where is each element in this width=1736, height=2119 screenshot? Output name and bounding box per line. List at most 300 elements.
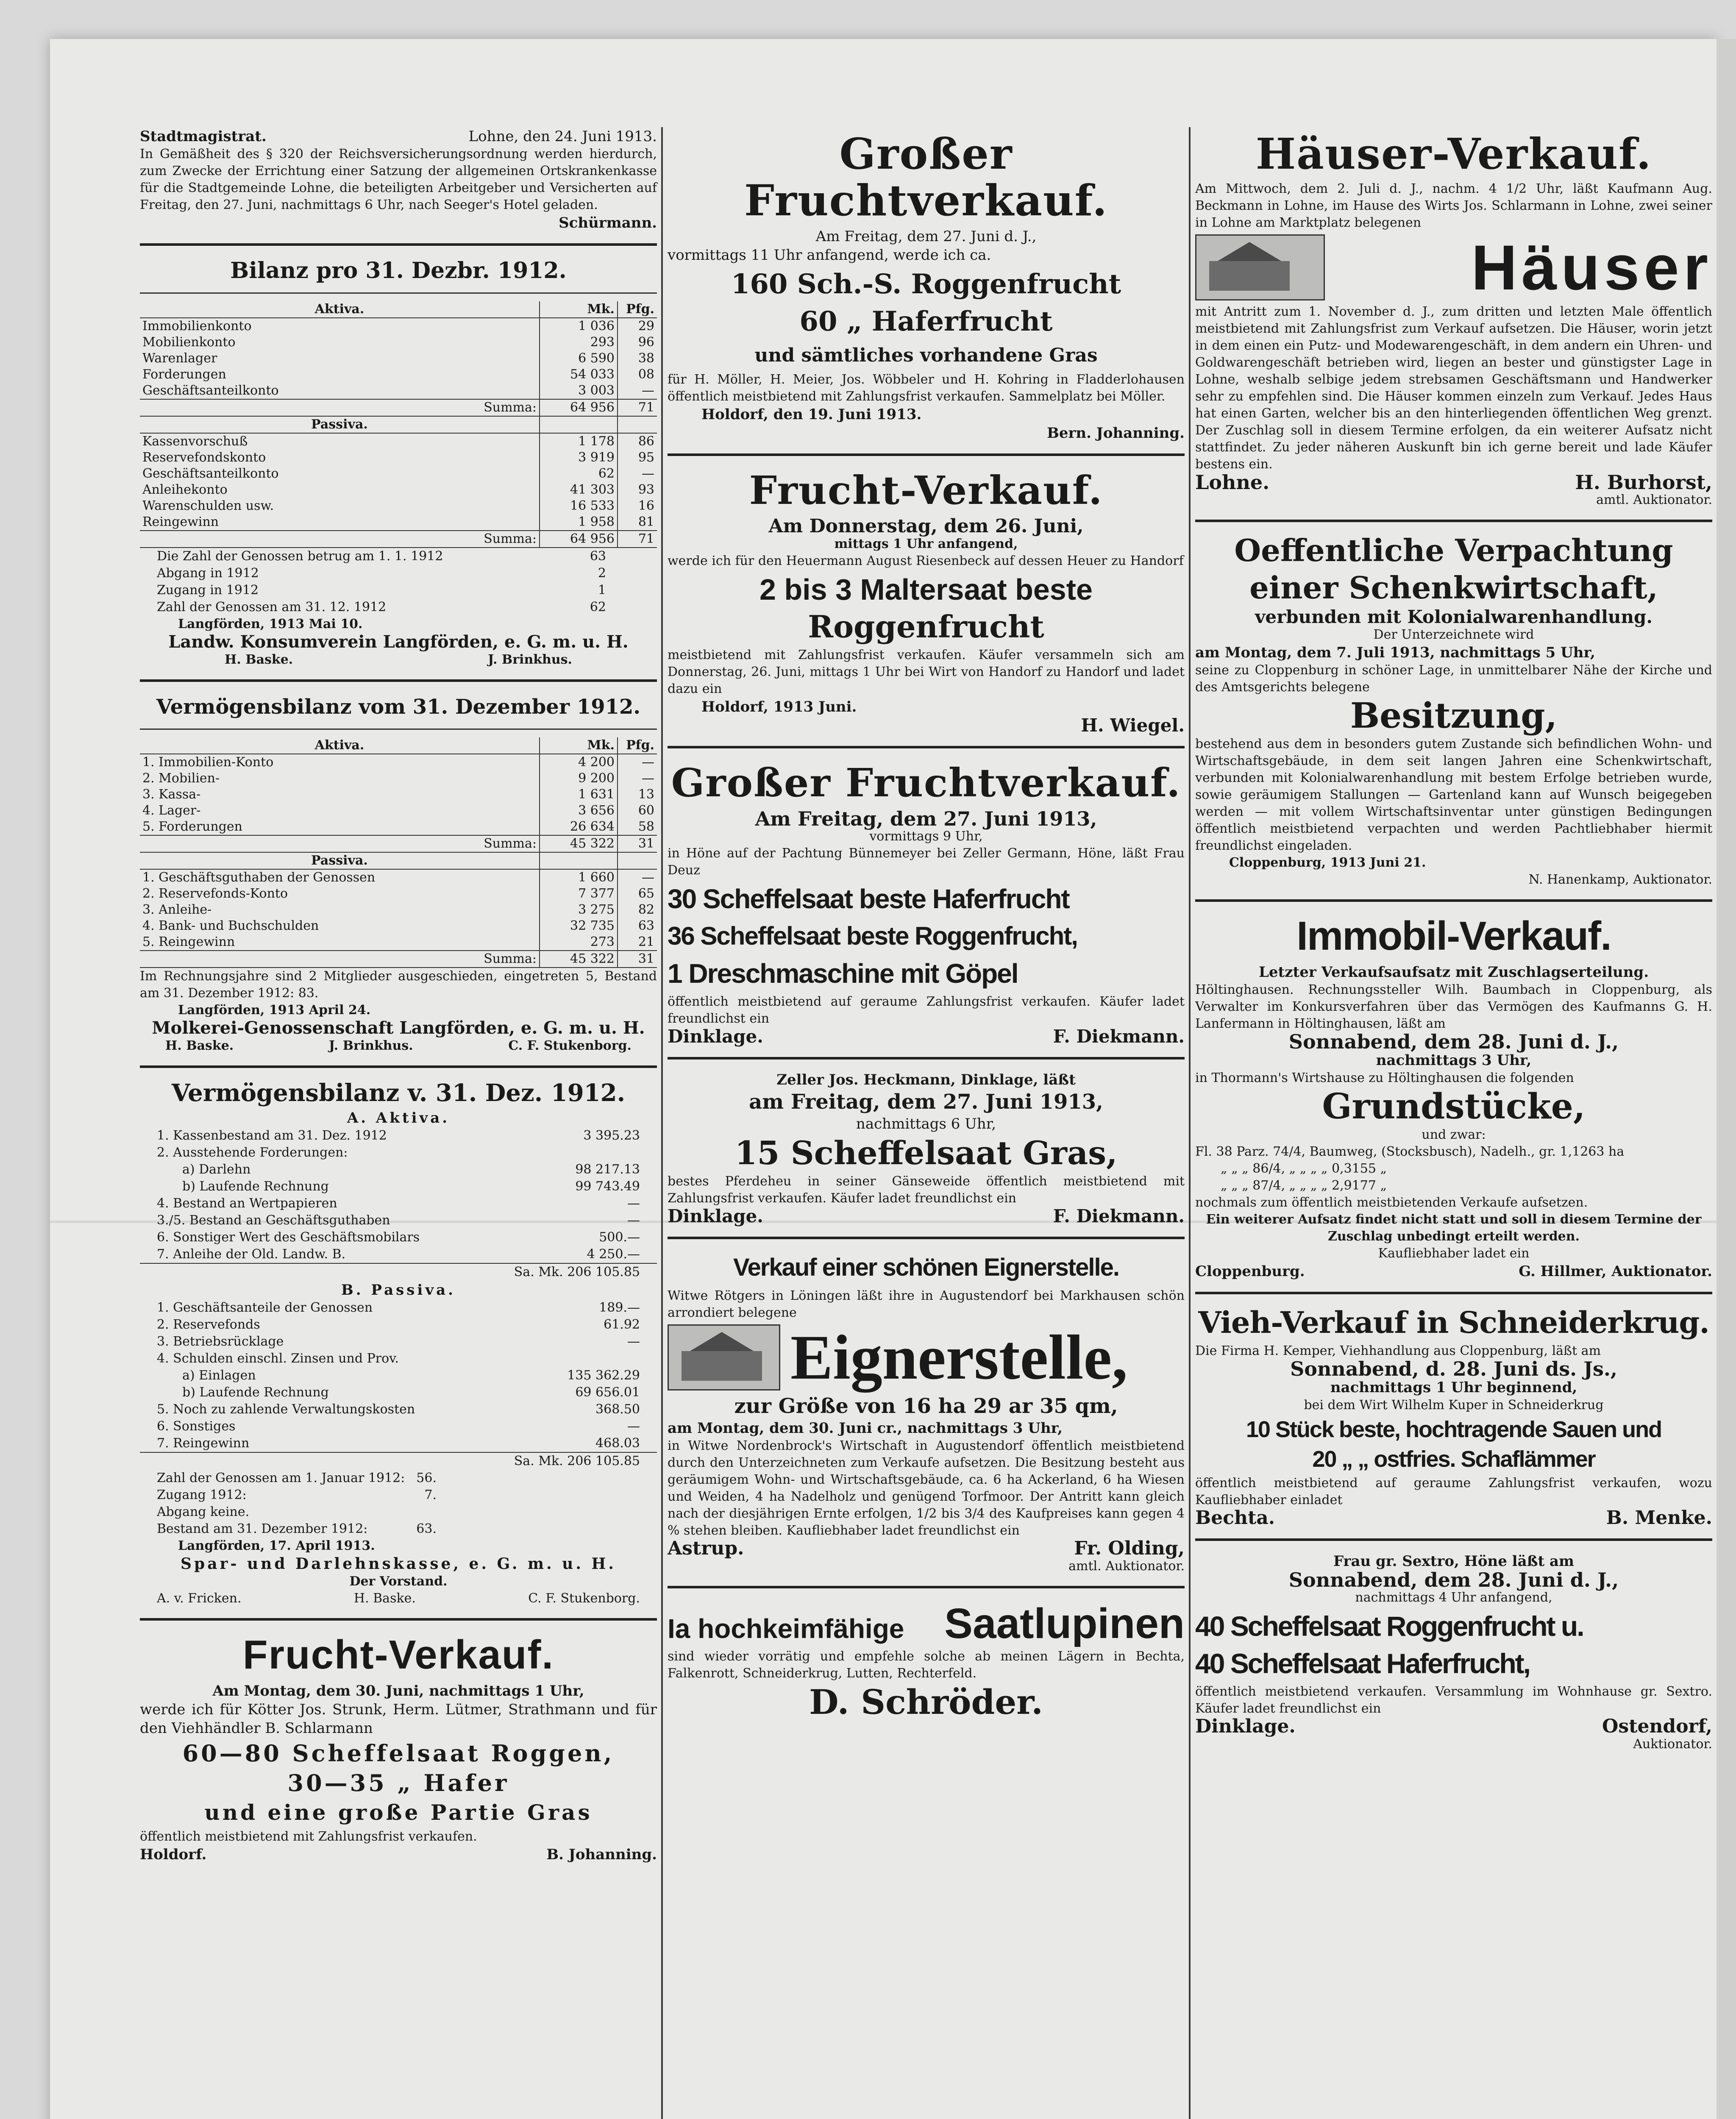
item-row	[140, 1178, 657, 1195]
item-label: 4. Schulden einschl. Zinsen und Prov.	[157, 1351, 399, 1366]
table-row	[140, 318, 657, 334]
row-label: 1. Immobilien-Konto	[142, 755, 274, 770]
divider	[140, 292, 657, 294]
item-value: —	[627, 1213, 640, 1228]
ad5-title: Verkauf einer schönen Eignerstelle.	[733, 1254, 1119, 1281]
c3ad3-title: Immobil-Verkauf.	[1296, 913, 1611, 959]
notice-body: In Gemäßheit des § 320 der Reichsversicherungsordnung werden hierdurch, zum Zwecke der Errichtung einer Satzung der allgemeinen Ortskrankenkasse für die Stadtgemeinde Lohne, die beteiligten Arbeitgeber und Versicherten auf Freitag, den 27. Juni, nachmittags 6 Uhr, nach Seeger's Hotel geladen.	[140, 147, 657, 212]
ad2-item2: Roggenfrucht	[808, 609, 1044, 645]
item-row	[140, 1350, 657, 1367]
table-row	[140, 902, 657, 918]
item-row	[140, 1316, 657, 1333]
c3ad2-intro: Der Unterzeichnete wird	[1373, 627, 1534, 642]
member-label: Zugang 1912:	[157, 1488, 247, 1502]
table-header	[140, 301, 657, 318]
table-header	[140, 852, 657, 869]
signer: J. Brinkhus.	[488, 652, 572, 667]
c3ad2-place: Cloppenburg, 1913 Juni 21.	[1229, 855, 1426, 870]
c3ad3-bold: Ein weiterer Aufsatz findet nicht statt und soll in diesem Termine der Zuschlag unbedingt erteilt werden.	[1206, 1212, 1702, 1244]
summa-pf: 71	[618, 531, 657, 548]
member-label: Zahl der Genossen am 1. Januar 1912:	[157, 1471, 405, 1485]
bilanz3-sec-b: B. Passiva.	[341, 1282, 456, 1299]
summa-label: Summa:	[140, 399, 540, 416]
ad4-date: am Freitag, dem 27. Juni 1913,	[749, 1090, 1103, 1114]
item-value: 189.—	[599, 1300, 640, 1315]
c3ad4-tail: öffentlich meistbietend auf geraume Zahlungsfrist verkaufen, wozu Kaufliebhaber einladet	[1195, 1476, 1712, 1507]
item-label: a) Einlagen	[182, 1368, 256, 1383]
ad-grosser-fruchtverkauf-2	[668, 759, 1185, 1046]
c3ad2-place-line: seine zu Cloppenburg in schöner Lage, in unmittelbarer Nähe der Kirche und des Amtsgerichts belegene	[1195, 663, 1712, 695]
member-label: Abgang in 1912	[157, 566, 259, 581]
c3ad3-parcel: „ „ „ 87/4, „ „ „ „ 2,9177 „	[1221, 1178, 1387, 1193]
bilanz1-org: Landw. Konsumverein Langförden, e. G. m. u. H.	[168, 632, 629, 652]
item-label: 6. Sonstiger Wert des Geschäftsmobilars	[157, 1230, 420, 1245]
row-pf: 13	[618, 787, 657, 803]
row-label: 2. Reservefonds-Konto	[142, 886, 288, 901]
ad5-place: Astrup.	[668, 1538, 744, 1559]
row-label: Anleihekonto	[142, 482, 228, 497]
row-pf: 81	[618, 514, 657, 531]
member-value: 62	[590, 600, 606, 615]
table-row	[140, 869, 657, 886]
divider	[668, 1057, 1185, 1060]
summa-row	[140, 835, 657, 852]
table-header	[140, 737, 657, 754]
row-mk: 4 200	[540, 754, 618, 770]
member-row	[140, 1504, 657, 1521]
summa-mk: 45 322	[540, 835, 618, 852]
c3ad4-title: Vieh-Verkauf in Schneiderkrug.	[1198, 1305, 1709, 1340]
table-row	[140, 350, 657, 367]
ad3-item1: 30 Scheffelsaat beste Haferfrucht	[668, 884, 1069, 914]
c3ad1-footer	[1195, 473, 1712, 492]
row-mk: 7 377	[540, 886, 618, 902]
row-mk: 273	[540, 934, 618, 951]
ad4-footer	[668, 1207, 1185, 1226]
c3ad2-body: bestehend aus dem in besonders gutem Zustande sich befindlichen Wohn- und Wirtschaftsgebäude, in dem seit langen Jahren eine Schenkwirtschaft, verbunden mit Kolonialwarenhandlung mit bestem Erfolge betrieben wurde, sowie geräumigem Stallungen — Gartenland kann auf Wunsch beigegeben werden — mit vollem Wirtschaftsinventar unter günstigen Bedingungen öffentlich meistbietend verpachten und werden Pachtliebhaber hiermit freundlichst eingeladen.	[1195, 737, 1712, 853]
ad-grosser-fruchtverkauf-1	[668, 131, 1185, 442]
item-label: 2. Ausstehende Forderungen:	[157, 1145, 348, 1160]
member-label: Bestand am 31. Dezember 1912:	[157, 1521, 368, 1536]
table-row	[140, 754, 657, 770]
member-label: Abgang keine.	[157, 1504, 250, 1519]
row-pf: —	[618, 466, 657, 482]
item-label: 1. Geschäftsanteile der Genossen	[157, 1300, 373, 1315]
member-row	[140, 1470, 657, 1487]
notice-head-right: Lohne, den 24. Juni 1913.	[468, 128, 657, 145]
column-2	[668, 127, 1185, 1722]
item-value: 99 743.49	[575, 1179, 640, 1194]
table-row	[140, 433, 657, 450]
ad4-item1: 15 Scheffelsaat Gras,	[734, 1134, 1118, 1172]
item-row	[140, 1195, 657, 1212]
item-label: 6. Sonstiges	[157, 1419, 236, 1434]
ad2-body: werde ich für den Heuermann August Riesenbeck auf dessen Heuer zu Handorf	[668, 553, 1184, 568]
member-row	[140, 565, 657, 582]
item-row	[140, 1144, 657, 1161]
c3ad3-parcel: Fl. 38 Parz. 74/4, Baumweg, (Stocksbusch), Nadelh., gr. 1,1263 ha	[1195, 1144, 1625, 1159]
frucht-item1: 60—80 Scheffelsaat Roggen,	[182, 1740, 615, 1767]
c3ad3-big: Grundstücke,	[1322, 1086, 1586, 1127]
row-label: 3. Anleihe-	[142, 902, 212, 917]
row-mk: 6 590	[540, 350, 618, 367]
c3ad3-time: nachmittags 3 Uhr,	[1376, 1052, 1532, 1069]
row-label: Geschäftsanteilkonto	[142, 466, 279, 481]
ad4-place: Dinklage.	[668, 1206, 763, 1226]
item-value: 468.03	[595, 1436, 640, 1451]
frucht-footer	[140, 1845, 657, 1864]
frucht-line1: Am Montag, dem 30. Juni, nachmittags 1 Uhr,	[212, 1682, 584, 1699]
bilanz2-table	[140, 737, 657, 968]
c3ad4-time: nachmittags 1 Uhr beginnend,	[1330, 1379, 1577, 1396]
c3ad4-place: Bechta.	[1195, 1507, 1275, 1529]
row-pf: 96	[618, 334, 657, 350]
item-row	[140, 1127, 657, 1144]
ad3-date: Am Freitag, dem 27. Juni 1913,	[755, 807, 1097, 830]
item-value: 98 217.13	[575, 1162, 640, 1177]
c3ad3-sub: Letzter Verkaufsaufsatz mit Zuschlagserteilung.	[1258, 964, 1649, 981]
item-row	[140, 1229, 657, 1246]
item-value: 500.—	[599, 1230, 640, 1245]
ad1-place: Holdorf, den 19. Juni 1913.	[701, 406, 922, 423]
item-label: 1. Kassenbestand am 31. Dez. 1912	[157, 1128, 387, 1143]
blank-cell	[618, 852, 657, 869]
row-pf: 86	[618, 433, 657, 450]
row-mk: 9 200	[540, 770, 618, 787]
bilanz2-note: Im Rechnungsjahre sind 2 Mitglieder ausgeschieden, eingetreten 5, Bestand am 31. Dezember 1912: 83.	[140, 969, 657, 1001]
c3ad5-intro: Frau gr. Sextro, Höne läßt am	[1333, 1553, 1575, 1570]
ad5-role: amtl. Auktionator.	[1068, 1559, 1185, 1574]
blank-cell	[618, 416, 657, 433]
blank-cell	[540, 852, 618, 869]
table-row	[140, 787, 657, 803]
member-value: 2	[598, 566, 606, 581]
row-pf: 08	[618, 367, 657, 383]
ad1-item1: 160 Sch.-S. Roggenfrucht	[731, 268, 1121, 300]
ad3-place: Dinklage.	[668, 1026, 763, 1047]
row-pf: —	[618, 754, 657, 770]
house-illustration	[1195, 234, 1325, 300]
bilanz1-place: Langförden, 1913 Mai 10.	[178, 617, 363, 631]
item-row	[140, 1246, 657, 1263]
table-row	[140, 450, 657, 466]
bilanz1-title: Bilanz pro 31. Dezbr. 1912.	[230, 258, 567, 284]
row-pf: 82	[618, 902, 657, 918]
ad-frucht-verkauf-handorf	[668, 467, 1185, 735]
summa-mk: 64 956	[540, 399, 618, 416]
c3ad3-date: Sonnabend, dem 28. Juni d. J.,	[1288, 1030, 1619, 1053]
row-pf: —	[618, 869, 657, 886]
summa-mk: 45 322	[540, 951, 618, 968]
row-label: Warenlager	[142, 351, 217, 366]
item-row	[140, 1384, 657, 1401]
item-value: 3 395.23	[583, 1128, 640, 1143]
ad5-big: Eignerstelle,	[790, 1322, 1128, 1393]
frucht-title: Frucht-Verkauf.	[242, 1632, 554, 1677]
ad-verpachtung	[1195, 533, 1712, 888]
signer: A. v. Fricken.	[157, 1591, 242, 1606]
table-header	[140, 416, 657, 433]
item-value: —	[627, 1419, 640, 1434]
c3ad3-parcel: „ „ „ 86/4, „ „ „ „ 0,3155 „	[1221, 1161, 1387, 1176]
ad1-body: für H. Möller, H. Meier, Jos. Wöbbeler und H. Kohring in Fladderlohausen öffentlich meistbietend mit Zahlungsfrist verkaufen. Sammelplatz bei Möller.	[668, 372, 1185, 404]
table-row	[140, 803, 657, 819]
ad1-sign: Bern. Johanning.	[1047, 425, 1185, 442]
c3ad3-body1: Höltinghausen. Rechnungssteller Wilh. Baumbach in Cloppenburg, als Verwalter im Konkursverfahren über das Vermögen des Kaufmanns G. H. Lanfermann in Höltinghausen, läßt am	[1195, 982, 1712, 1031]
c3ad5-item2: 40 Scheffelsaat Haferfrucht,	[1195, 1648, 1530, 1679]
frucht-sign: B. Johanning.	[546, 1846, 657, 1863]
ad-saatlupinen	[668, 1599, 1185, 1722]
ad1-time: vormittags 11 Uhr anfangend, werde ich ca.	[668, 247, 991, 264]
row-pf: —	[618, 383, 657, 399]
row-pf: 63	[618, 918, 657, 934]
signer: H. Baske.	[353, 1591, 416, 1606]
c3ad5-role: Auktionator.	[1633, 1737, 1712, 1752]
ad4-sign: F. Diekmann.	[1053, 1206, 1185, 1226]
summa-row	[140, 531, 657, 548]
c3ad1-sign: H. Burhorst,	[1575, 471, 1712, 494]
bilanz3-org: Spar- und Darlehnskasse, e. G. m. u. H.	[181, 1555, 616, 1573]
item-row	[140, 1161, 657, 1178]
summa-pf: 31	[618, 951, 657, 968]
c3ad3-place: Cloppenburg.	[1195, 1263, 1305, 1280]
ad3-body: in Höne auf der Pachtung Bünnemeyer bei Zeller Germann, Höne, läßt Frau Deuz	[668, 846, 1185, 878]
divider	[1195, 1538, 1712, 1541]
ad-heckmann-gras	[668, 1071, 1185, 1226]
table-row	[140, 498, 657, 514]
farmhouse-illustration	[668, 1324, 780, 1390]
summa-pf: 31	[618, 835, 657, 852]
row-pf: 29	[618, 318, 657, 334]
ad5-intro: Witwe Rötgers in Löningen läßt ihre in Augustendorf bei Markhausen schön arrondiert belegene	[668, 1288, 1185, 1320]
row-mk: 1 036	[540, 318, 618, 334]
ad2-date: Am Donnerstag, dem 26. Juni,	[768, 515, 1084, 537]
pf-heading: Pfg.	[618, 301, 657, 318]
bilanz2-place: Langförden, 1913 April 24.	[178, 1003, 371, 1018]
c3ad5-sign: Ostendorf,	[1602, 1716, 1712, 1737]
ad4-time: nachmittags 6 Uhr,	[856, 1115, 996, 1132]
table-row	[140, 466, 657, 482]
c3ad2-sub: verbunden mit Kolonialwarenhandlung.	[1255, 606, 1653, 627]
ad3-item3: 1 Dreschmaschine mit Göpel	[668, 958, 1018, 989]
divider	[668, 1237, 1185, 1239]
ad1-title: Großer Fruchtverkauf.	[744, 129, 1108, 225]
member-row	[140, 548, 657, 565]
row-pf: —	[618, 770, 657, 787]
member-row	[140, 1521, 657, 1538]
row-label: 5. Reingewinn	[142, 934, 235, 949]
c3ad3-body2: in Thormann's Wirtshause zu Höltinghausen die folgenden	[1195, 1071, 1574, 1085]
item-label: b) Laufende Rechnung	[182, 1179, 329, 1194]
frucht-body: werde ich für Kötter Jos. Strunk, Herm. Lütmer, Strathmann und für den Viehhändler B. Schlarmann	[140, 1701, 657, 1737]
row-mk: 1 631	[540, 787, 618, 803]
member-label: Zugang in 1912	[157, 583, 259, 598]
c3ad3-tail: Kaufliebhaber ladet ein	[1378, 1246, 1530, 1261]
item-value: 368.50	[595, 1402, 640, 1417]
member-value: 63	[590, 549, 606, 564]
passiva-heading: Passiva.	[140, 852, 540, 869]
row-label: 2. Mobilien-	[142, 771, 220, 786]
row-pf: 65	[618, 886, 657, 902]
frucht-place: Holdorf.	[140, 1846, 207, 1863]
row-pf: 16	[618, 498, 657, 514]
ad6-head-big: Saatlupinen	[944, 1600, 1185, 1647]
bilanz3-title: Vermögensbilanz v. 31. Dez. 1912.	[171, 1079, 626, 1107]
c3ad4-where: bei dem Wirt Wilhelm Kuper in Schneiderkrug	[1304, 1398, 1604, 1413]
table-row	[140, 514, 657, 531]
ad6-head-small: Ia hochkeimfähige	[668, 1613, 904, 1644]
column-divider-2	[1189, 127, 1191, 2119]
c3ad4-body1: Die Firma H. Kemper, Viehhandlung aus Cloppenburg, läßt am	[1195, 1343, 1601, 1358]
ad-frucht-verkauf-holdorf	[140, 1632, 657, 1864]
ad-sextro	[1195, 1552, 1712, 1753]
aktiva-heading: Aktiva.	[140, 301, 540, 318]
bilanz-sparkasse	[140, 1079, 657, 1607]
passiva-heading: Passiva.	[140, 416, 540, 433]
row-mk: 26 634	[540, 819, 618, 835]
mk-heading: Mk.	[540, 301, 618, 318]
divider	[140, 243, 657, 246]
row-label: Geschäftsanteilkonto	[142, 383, 279, 398]
ad3-footer	[668, 1027, 1185, 1046]
bilanz3-board: Der Vorstand.	[349, 1574, 448, 1589]
item-label: 5. Noch zu zahlende Verwaltungskosten	[157, 1402, 415, 1417]
table-row	[140, 482, 657, 498]
item-row	[140, 1418, 657, 1435]
summa-row	[140, 951, 657, 968]
ad3-items	[668, 879, 1185, 993]
c3ad1-intro: Am Mittwoch, dem 2. Juli d. J., nachm. 4 1/2 Uhr, läßt Kaufmann Aug. Beckmann in Lohne, im Hause des Wirts Jos. Schlarmann in Lohne, zwei seiner in Lohne am Marktplatz belegenen	[1195, 181, 1712, 230]
ad3-title: Großer Fruchtverkauf.	[671, 760, 1181, 806]
c3ad4-sign: B. Menke.	[1606, 1507, 1712, 1529]
summa-pf: 71	[618, 399, 657, 416]
row-mk: 293	[540, 334, 618, 350]
c3ad5-time: nachmittags 4 Uhr anfangend,	[1355, 1590, 1552, 1605]
row-pf: 21	[618, 934, 657, 951]
c3ad5-place: Dinklage.	[1195, 1716, 1296, 1737]
bilanz-konsumverein	[140, 257, 657, 668]
item-row	[140, 1212, 657, 1229]
item-row	[140, 1367, 657, 1384]
ad4-body: bestes Pferdeheu in seiner Gänseweide öffentlich meistbietend mit Zahlungsfrist verkaufen. Käufer ladet freundlichst ein	[668, 1174, 1185, 1206]
table-row	[140, 770, 657, 787]
item-value: 4 250.—	[587, 1247, 640, 1262]
bilanz3-sum-a: Sa. Mk. 206 105.85	[140, 1263, 657, 1281]
ad-immobil-verkauf	[1195, 913, 1712, 1281]
c3ad5-date: Sonnabend, dem 28. Juni d. J.,	[1288, 1568, 1619, 1591]
frucht-item2: 30—35 „ Hafer	[287, 1769, 509, 1796]
c3ad3-and: und zwar:	[1422, 1127, 1486, 1142]
c3ad2-sign: N. Hanenkamp, Auktionator.	[1528, 872, 1712, 887]
c3ad3-sign: G. Hillmer, Auktionator.	[1519, 1263, 1712, 1280]
table-row	[140, 383, 657, 399]
ad5-footer	[668, 1539, 1185, 1558]
ad5-sign: Fr. Olding,	[1074, 1538, 1185, 1559]
c3ad1-headline	[1195, 231, 1712, 303]
ad3-tail: öffentlich meistbietend auf geraume Zahlungsfrist verkaufen. Käufer ladet freundlichst ein	[668, 994, 1185, 1026]
member-row	[140, 1487, 657, 1504]
ad3-time: vormittags 9 Uhr,	[869, 829, 983, 844]
ad6-sign: D. Schröder.	[809, 1682, 1043, 1722]
item-label: 2. Reservefonds	[157, 1317, 260, 1332]
bilanz3-sum-b: Sa. Mk. 206 105.85	[140, 1452, 657, 1470]
row-mk: 1 178	[540, 433, 618, 450]
member-value: 63.	[416, 1521, 437, 1536]
frucht-tail: öffentlich meistbietend mit Zahlungsfrist verkaufen.	[140, 1829, 477, 1844]
row-label: Forderungen	[142, 367, 226, 382]
member-label: Zahl der Genossen am 31. 12. 1912	[157, 600, 387, 615]
ad6-headline	[668, 1599, 1185, 1648]
divider	[140, 679, 657, 682]
row-label: 1. Geschäftsguthaben der Genossen	[142, 870, 376, 885]
row-mk: 3 656	[540, 803, 618, 819]
ad4-intro: Zeller Jos. Heckmann, Dinklage, läßt	[776, 1071, 1076, 1088]
c3ad1-big: Häuser	[1471, 232, 1712, 303]
row-mk: 62	[540, 466, 618, 482]
row-mk: 3 919	[540, 450, 618, 466]
table-row	[140, 367, 657, 383]
table-row	[140, 334, 657, 350]
item-value: —	[627, 1196, 640, 1211]
notice-head-left: Stadtmagistrat.	[140, 128, 267, 145]
row-mk: 1 958	[540, 514, 618, 531]
c3ad3-body3: nochmals zum öffentlich meistbietenden Verkaufe aufsetzen.	[1195, 1195, 1588, 1210]
row-label: 5. Forderungen	[142, 819, 242, 834]
ad6-body: sind wieder vorrätig und empfehle solche ab meinen Lägern in Bechta, Falkenrott, Schneiderkrug, Lutten, Rechterfeld.	[668, 1649, 1185, 1681]
c3ad4-item2: 20 „ „ ostfries. Schaflämmer	[1312, 1446, 1595, 1472]
row-label: Warenschulden usw.	[142, 498, 274, 513]
ad2-tail: meistbietend mit Zahlungsfrist verkaufen. Käufer versammeln sich am Donnerstag, 26. Juni, mittags 1 Uhr bei Wirt von Handorf zu Handorf und ladet dazu ein	[668, 648, 1185, 696]
item-row	[140, 1333, 657, 1350]
row-mk: 1 660	[540, 869, 618, 886]
row-mk: 54 033	[540, 367, 618, 383]
item-label: b) Laufende Rechnung	[182, 1385, 329, 1400]
ad2-time: mittags 1 Uhr anfangend,	[834, 537, 1018, 551]
column-divider-1	[661, 127, 663, 2119]
signer: H. Baske.	[225, 652, 293, 667]
mk-heading: Mk.	[540, 737, 618, 754]
divider	[140, 1065, 657, 1068]
c3ad1-body: mit Antritt zum 1. November d. J., zum dritten und letzten Male öffentlich meistbietend mit Zahlungsfrist zum Verkauf aufsetzen. Die Häuser, worin jetzt in dem einen ein Putz- und Modewarengeschäft, in dem andern ein Uhren- und Goldwarengeschäft betrieben wird, liegen an bester und günstigster Lage in Lohne, weshalb selbige jedem strebsamen Geschäftsmann und Handwerker sehr zu empfehlen sind. Die Häuser kommen einzeln zum Verkauf. Jedes Haus hat einen Garten, welcher bis an den hinterliegenden öffentlichen Weg grenzt. Der Zuschlag soll in diesem Termine erfolgen, da ein weiterer Aufsatz nicht stattfindet. Zu jeder näheren Auskunft bin ich gerne bereit und lade Käufer bestens ein.	[1195, 304, 1712, 472]
table-row	[140, 934, 657, 951]
bilanz3-place: Langförden, 17. April 1913.	[178, 1538, 375, 1553]
c3ad2-date: am Montag, dem 7. Juli 1913, nachmittags 5 Uhr,	[1195, 644, 1595, 661]
divider	[140, 1618, 657, 1621]
signer: H. Baske.	[165, 1038, 234, 1053]
pf-heading: Pfg.	[618, 737, 657, 754]
divider	[140, 729, 657, 730]
divider	[1195, 1292, 1712, 1294]
page-edge	[1717, 39, 1736, 2119]
row-mk: 3 003	[540, 383, 618, 399]
ad2-title: Frucht-Verkauf.	[749, 467, 1103, 513]
item-label: 7. Reingewinn	[157, 1436, 250, 1451]
ad2-item1: 2 bis 3 Maltersaat beste	[760, 573, 1093, 606]
summa-row	[140, 399, 657, 416]
row-mk: 3 275	[540, 902, 618, 918]
row-label: Mobilienkonto	[142, 335, 236, 350]
c3ad1-role: amtl. Auktionator.	[1596, 492, 1712, 507]
ad2-place: Holdorf, 1913 Juni.	[701, 698, 857, 715]
notice-sign: Schürmann.	[559, 214, 657, 231]
divider	[1195, 899, 1712, 902]
c3ad1-place: Lohne.	[1195, 471, 1270, 494]
ad-eignerstelle	[668, 1250, 1185, 1575]
row-label: 4. Lager-	[142, 803, 201, 818]
summa-label: Summa:	[140, 531, 540, 548]
row-label: Immobilienkonto	[142, 319, 252, 334]
ad-haeuser-verkauf	[1195, 131, 1712, 509]
